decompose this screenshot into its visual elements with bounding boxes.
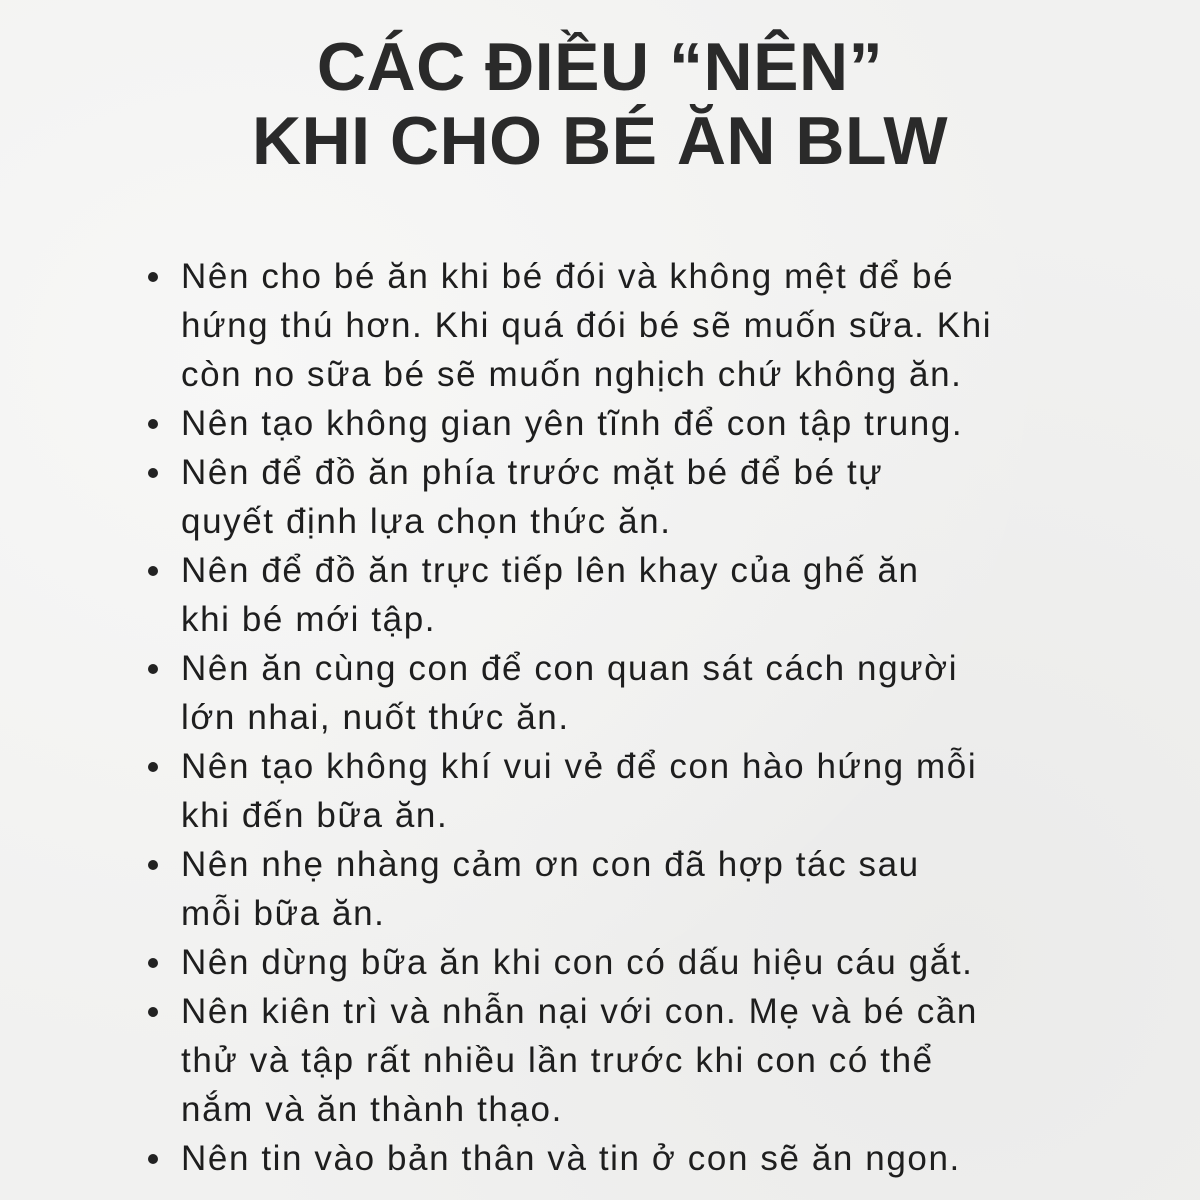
list-item xyxy=(140,448,992,546)
bullet-icon xyxy=(148,958,158,968)
list-item-line: khi bé mới tập. xyxy=(181,600,437,639)
bullet-icon xyxy=(148,762,158,772)
list-item-line: Nên tạo không gian yên tĩnh để con tập trung. xyxy=(181,404,964,443)
list-item xyxy=(140,399,992,448)
list-item-line: còn no sữa bé sẽ muốn nghịch chứ không ăn. xyxy=(181,355,963,394)
list-item-line: Nên kiên trì và nhẫn nại với con. Mẹ và bé cần xyxy=(181,992,978,1031)
page-title xyxy=(0,30,1200,178)
bullet-icon xyxy=(148,419,158,429)
list-item xyxy=(140,938,992,987)
list-item-line: Nên dừng bữa ăn khi con có dấu hiệu cáu gắt. xyxy=(181,943,974,982)
list-item xyxy=(140,987,992,1134)
list-item-line: Nên để đồ ăn trực tiếp lên khay của ghế ăn xyxy=(181,551,920,590)
list-item-line: khi đến bữa ăn. xyxy=(181,796,449,835)
bullet-icon xyxy=(148,272,158,282)
list-item-line: quyết định lựa chọn thức ăn. xyxy=(181,502,672,541)
list-item xyxy=(140,644,992,742)
list-item-line: mỗi bữa ăn. xyxy=(181,894,386,933)
list-item-line: Nên tin vào bản thân và tin ở con sẽ ăn ngon. xyxy=(181,1139,961,1178)
list-item xyxy=(140,1134,992,1183)
bullet-icon xyxy=(148,468,158,478)
list-item xyxy=(140,742,992,840)
list-item xyxy=(140,252,992,399)
bullet-icon xyxy=(148,1007,158,1017)
bullet-icon xyxy=(148,664,158,674)
bullet-list xyxy=(140,252,992,1183)
title-line-2: KHI CHO BÉ ĂN BLW xyxy=(251,103,949,179)
list-item-line: Nên để đồ ăn phía trước mặt bé để bé tự xyxy=(181,453,884,492)
list-item-line: lớn nhai, nuốt thức ăn. xyxy=(181,698,570,737)
title-line-1: CÁC ĐIỀU “NÊN” xyxy=(316,29,884,105)
list-item-line: hứng thú hơn. Khi quá đói bé sẽ muốn sữa. Khi xyxy=(181,306,993,345)
list-item xyxy=(140,840,992,938)
list-item-line: Nên nhẹ nhàng cảm ơn con đã hợp tác sau xyxy=(181,845,920,884)
bullet-icon xyxy=(148,860,158,870)
list-item-line: nắm và ăn thành thạo. xyxy=(181,1090,563,1129)
bullet-icon xyxy=(148,1154,158,1164)
list-item-line: Nên tạo không khí vui vẻ để con hào hứng mỗi xyxy=(181,747,978,786)
list-item-line: Nên ăn cùng con để con quan sát cách người xyxy=(181,649,959,688)
list-item xyxy=(140,546,992,644)
bullet-icon xyxy=(148,566,158,576)
list-item-line: thử và tập rất nhiều lần trước khi con có thể xyxy=(181,1041,934,1080)
list-item-line: Nên cho bé ăn khi bé đói và không mệt để bé xyxy=(181,257,955,296)
